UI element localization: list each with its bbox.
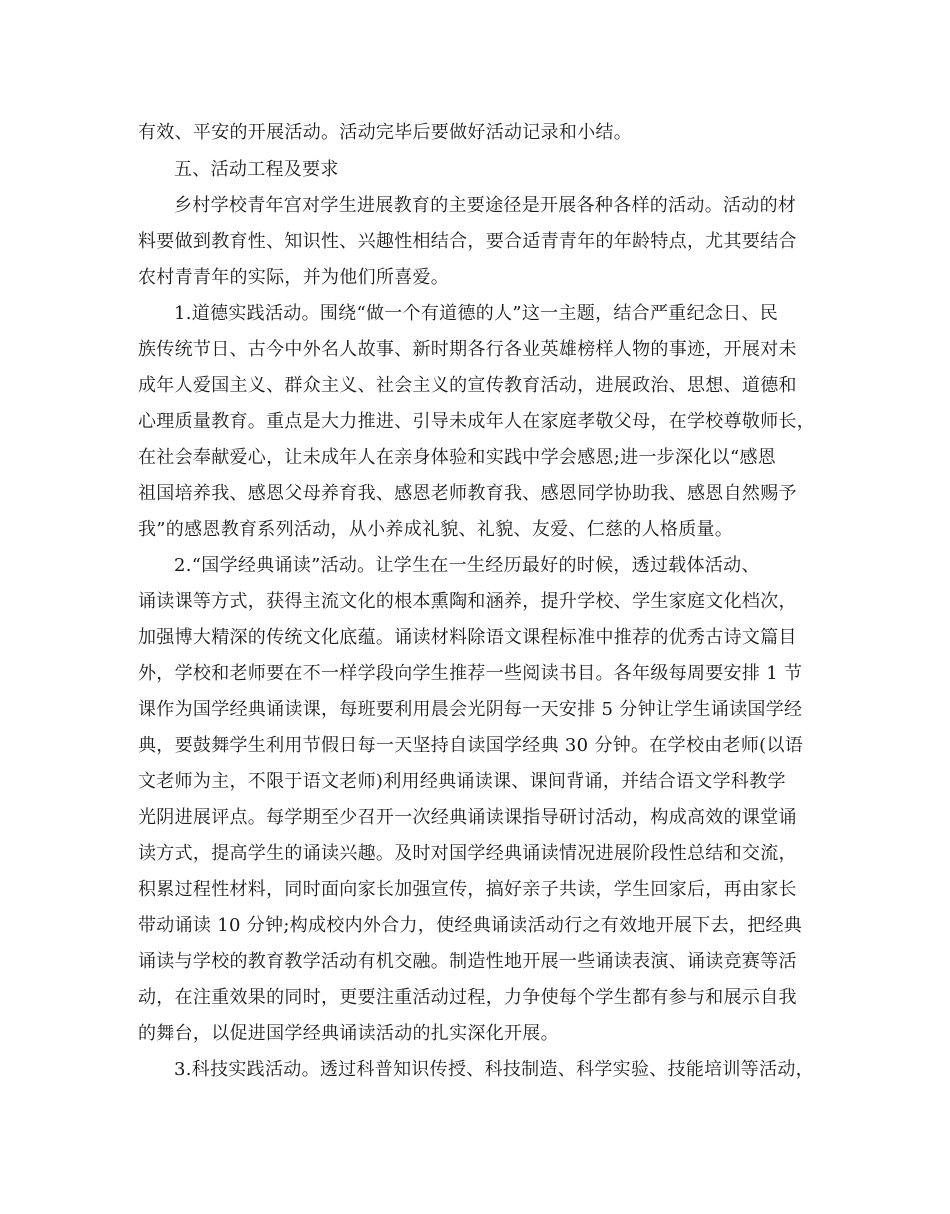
- text-line: 在社会奉献爱心，让未成年人在亲身体验和实践中学会感恩;进一步深化以“感恩: [138, 447, 777, 468]
- text-line: 课作为国学经典诵读课，每班要利用晨会光阴每一天安排 5 分钟让学生诵读国学经: [138, 699, 803, 720]
- text-line: 光阴进展评点。每学期至少召开一次经典诵读课指导研讨活动，构成高效的课堂诵: [138, 807, 797, 828]
- text-line: 农村青青年的实际，并为他们所喜爱。: [138, 267, 450, 288]
- text-line: 外，学校和老师要在不一样学段向学生推荐一些阅读书目。各年级每周要安排 1 节: [138, 663, 803, 684]
- text-line: 积累过程性材料，同时面向家长加强宣传，搞好亲子共读，学生回家后，再由家长: [138, 879, 797, 900]
- text-line: 动，在注重效果的同时，更要注重活动过程，力争使每个学生都有参与和展示自我: [138, 987, 797, 1008]
- text-line: 带动诵读 10 分钟;构成校内外合力，使经典诵读活动行之有效地开展下去，把经典: [138, 915, 803, 936]
- text-line: 族传统节日、古今中外名人故事、新时期各行各业英雄榜样人物的事迹，开展对未: [138, 339, 797, 360]
- text-line: 成年人爱国主义、群众主义、社会主义的宣传教育活动，进展政治、思想、道德和: [138, 375, 797, 396]
- text-line: 的舞台，以促进国学经典诵读活动的扎实深化开展。: [138, 1023, 559, 1044]
- text-line: 乡村学校青年宫对学生进展教育的主要途径是开展各种各样的活动。活动的材: [174, 195, 797, 216]
- text-line: 1.道德实践活动。围绕“做一个有道德的人”这一主题，结合严重纪念日、民: [174, 303, 779, 324]
- text-line: 诵读与学校的教育教学活动有机交融。制造性地开展一些诵读表演、诵读竞赛等活: [138, 951, 797, 972]
- text-line: 读方式，提高学生的诵读兴趣。及时对国学经典诵读情况进展阶段性总结和交流，: [138, 843, 797, 864]
- text-line: 诵读课等方式，获得主流文化的根本熏陶和涵养，提升学校、学生家庭文化档次，: [138, 591, 797, 612]
- text-line: 典，要鼓舞学生利用节假日每一天坚持自读国学经典 30 分钟。在学校由老师(以语: [138, 735, 804, 756]
- text-line: 2.“国学经典诵读”活动。让学生在一生经历最好的时候，透过载体活动、: [174, 555, 760, 576]
- section-heading: 五、活动工程及要求: [174, 159, 339, 180]
- text-line: 我”的感恩教育系列活动，从小养成礼貌、礼貌、友爱、仁慈的人格质量。: [138, 519, 734, 540]
- text-line: 祖国培养我、感恩父母养育我、感恩老师教育我、感恩同学协助我、感恩自然赐予: [138, 483, 797, 504]
- text-line: 加强博大精深的传统文化底蕴。诵读材料除语文课程标准中推荐的优秀古诗文篇目: [138, 627, 797, 648]
- text-line: 料要做到教育性、知识性、兴趣性相结合，要合适青青年的年龄特点，尤其要结合: [138, 231, 797, 252]
- text-line: 3.科技实践活动。透过科普知识传授、科技制造、科学实验、技能培训等活动，: [174, 1059, 814, 1080]
- text-line: 心理质量教育。重点是大力推进、引导未成年人在家庭孝敬父母，在学校尊敬师长，: [138, 411, 816, 432]
- text-line: 文老师为主，不限于语文老师)利用经典诵读课、课间背诵，并结合语文学科教学: [138, 771, 786, 792]
- text-line: 有效、平安的开展活动。活动完毕后要做好活动记录和小结。: [138, 122, 633, 143]
